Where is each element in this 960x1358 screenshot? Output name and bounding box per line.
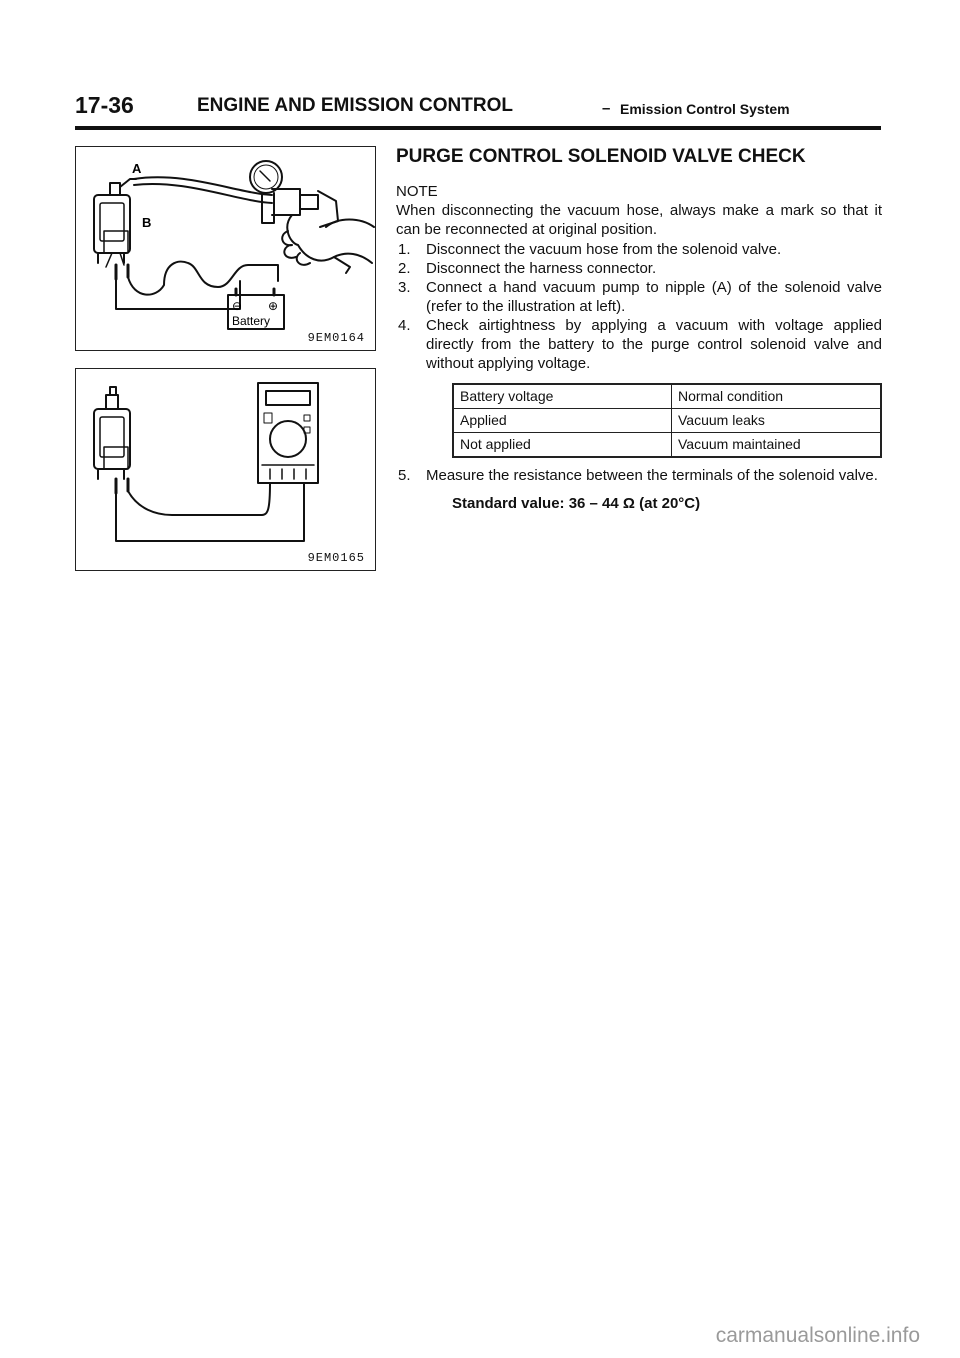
watermark: carmanualsonline.info (715, 1324, 920, 1347)
step-item (396, 259, 882, 278)
step-item (396, 240, 882, 259)
table-cell: Applied (453, 409, 672, 433)
table-header-cell: Normal condition (672, 384, 882, 409)
main-content (396, 146, 882, 512)
step-number: 4. (398, 317, 411, 334)
step-text: Disconnect the harness connector. (426, 260, 657, 277)
header-rule (75, 126, 881, 130)
step-item (396, 316, 882, 373)
table-cell: Vacuum leaks (672, 409, 882, 433)
table-header-row (453, 384, 881, 409)
step-text: Connect a hand vacuum pump to nipple (A) of the solenoid valve (refer to the illustration at left). (426, 279, 882, 315)
table-cell: Not applied (453, 433, 672, 458)
step-text: Check airtightness by applying a vacuum with voltage applied directly from the battery to the purge control solenoid valve and without applying voltage. (426, 317, 882, 372)
step-item (396, 466, 882, 485)
header-dash: – (602, 100, 611, 117)
battery-positive-icon: ⊕ (268, 299, 279, 313)
table-row (453, 433, 881, 458)
step-number: 3. (398, 279, 411, 296)
ohmmeter-illustration (76, 369, 375, 570)
note-text: When disconnecting the vacuum hose, always make a mark so that it can be reconnected at original position. (396, 202, 882, 238)
table-row (453, 409, 881, 433)
standard-value: Standard value: 36 – 44 Ω (at 20°C) (452, 495, 701, 512)
battery-label: Battery (232, 314, 271, 328)
page-number: 17-36 (75, 92, 134, 118)
chapter-title: ENGINE AND EMISSION CONTROL (197, 95, 513, 116)
page-header (75, 92, 881, 128)
figure-code: 9EM0165 (307, 551, 365, 565)
step-text: Disconnect the vacuum hose from the solenoid valve. (426, 241, 782, 258)
note-label: NOTE (396, 183, 438, 200)
step-text: Measure the resistance between the terminals of the solenoid valve. (426, 467, 878, 484)
step-number: 1. (398, 241, 411, 258)
step-item (396, 278, 882, 316)
figure-vacuum-pump-test (75, 146, 376, 351)
label-a: A (132, 161, 142, 176)
step-number: 2. (398, 260, 411, 277)
table-header-cell: Battery voltage (453, 384, 672, 409)
chapter-subtitle: Emission Control System (620, 101, 790, 117)
procedure-steps (396, 240, 882, 373)
condition-table (452, 383, 882, 458)
section-title: PURGE CONTROL SOLENOID VALVE CHECK (396, 146, 806, 167)
label-b: B (142, 215, 152, 230)
step-number: 5. (398, 467, 411, 484)
battery-negative-icon: ⊖ (232, 299, 243, 313)
table-cell: Vacuum maintained (672, 433, 882, 458)
figure-resistance-test (75, 368, 376, 571)
vacuum-pump-illustration (76, 147, 375, 350)
figure-code: 9EM0164 (307, 331, 365, 345)
